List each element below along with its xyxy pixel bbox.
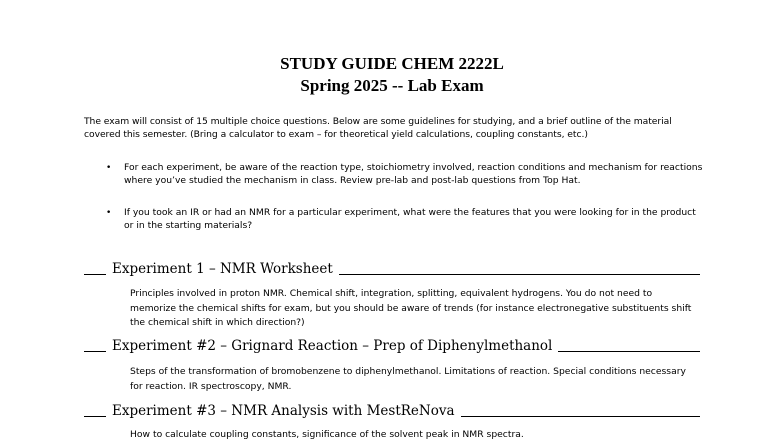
experiment-2-description: Steps of the transformation of bromobenzene to diphenylmethanol. Limitations of reaction. Special conditions necessary for reaction. IR spectroscopy, NMR. bbox=[130, 366, 686, 392]
intro-paragraph: The exam will consist of 15 multiple choice questions. Below are some guidelines for studying, and a brief outline of the material covered this semester. (Bring a calculator to exam – for theoretical yield calculations, coupling constants, etc.) bbox=[84, 116, 672, 140]
heading-underline bbox=[461, 416, 700, 417]
document-title: STUDY GUIDE CHEM 2222L bbox=[280, 54, 504, 73]
bullet-item-ir-nmr: If you took an IR or had an NMR for a particular experiment, what were the features that you were looking for in the product or in the starting materials? bbox=[124, 207, 696, 231]
checkoff-blank bbox=[84, 416, 106, 417]
experiment-2-title: Experiment #2 – Grignard Reaction – Prep of Diphenylmethanol bbox=[112, 338, 553, 354]
heading-underline bbox=[558, 351, 700, 352]
checkoff-blank bbox=[84, 274, 106, 275]
bullet-item-reaction-type: For each experiment, be aware of the reaction type, stoichiometry involved, reaction conditions and mechanism for reactions where you’ve studied the mechanism in class. Review pre-lab and post-lab questions from Top Hat. bbox=[124, 162, 703, 186]
experiment-1-description: Principles involved in proton NMR. Chemical shift, integration, splitting, equivalent hydrogens. You do not need to memorize the chemical shifts for exam, but you should be aware of trends (for instance electronegative substituents shift the chemical shift in which direction?) bbox=[130, 288, 692, 328]
experiment-2-heading bbox=[84, 333, 700, 355]
experiment-3-description: How to calculate coupling constants, significance of the solvent peak in NMR spectra. bbox=[130, 429, 524, 440]
experiment-1-heading bbox=[84, 256, 700, 278]
experiment-3-heading bbox=[84, 398, 700, 420]
bullet-icon: • bbox=[106, 163, 112, 173]
bullet-icon: • bbox=[106, 208, 112, 218]
experiment-1-title: Experiment 1 – NMR Worksheet bbox=[112, 261, 333, 277]
document-subtitle: Spring 2025 -- Lab Exam bbox=[300, 76, 484, 95]
experiment-3-title: Experiment #3 – NMR Analysis with MestReNova bbox=[112, 403, 455, 419]
heading-underline bbox=[339, 274, 700, 275]
checkoff-blank bbox=[84, 351, 106, 352]
